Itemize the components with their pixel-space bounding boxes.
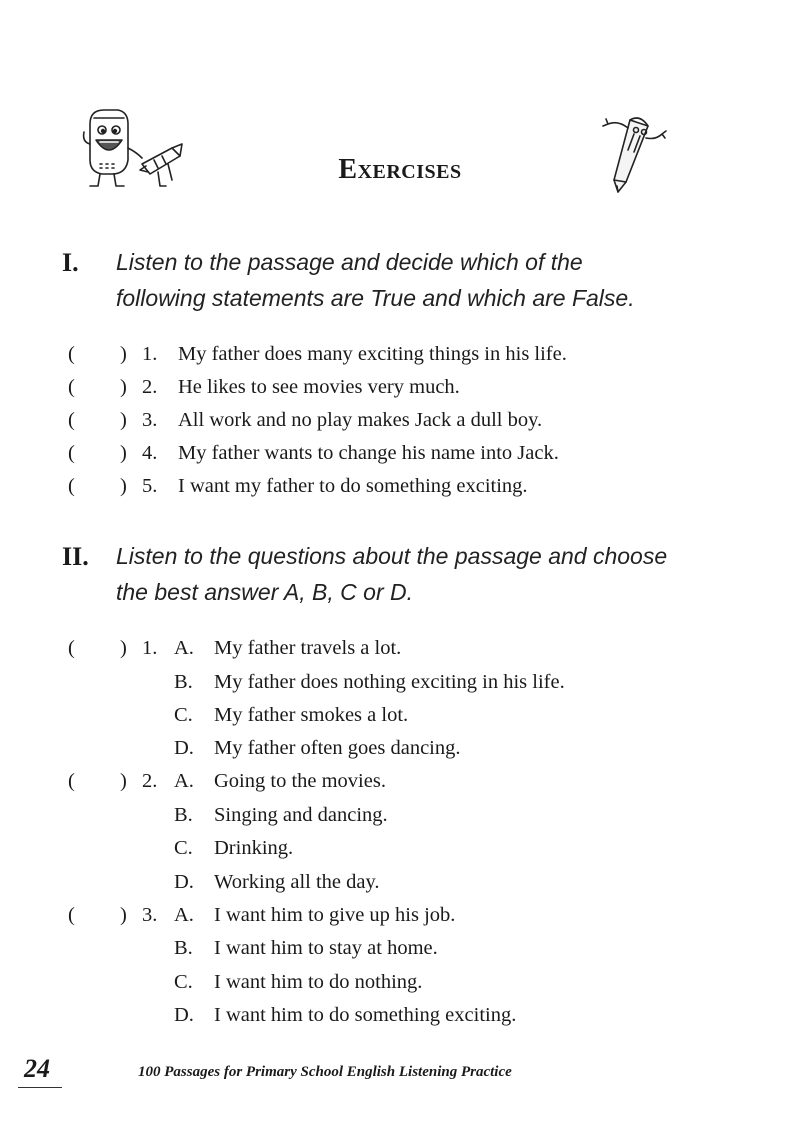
mc-option [0,966,800,999]
cartoon-pencil-icon [600,110,672,196]
item-number: 3. [142,409,158,431]
answer-bracket-close[interactable]: ) [120,475,127,497]
section-2-instruction-line1: Listen to the questions about the passage and choose [116,543,668,569]
tf-item [0,371,800,404]
page-number: 24 [24,1054,50,1083]
item-number: 5. [142,475,158,497]
answer-bracket-close[interactable]: ) [120,409,127,431]
option-text: I want him to stay at home. [214,937,438,959]
section-1-instruction-line2: following statements are True and which are False. [116,285,635,311]
footer-book-title: 100 Passages for Primary School English Listening Practice [138,1064,512,1080]
option-letter: A. [174,637,194,659]
item-number: 1. [142,343,158,365]
answer-bracket-open[interactable]: ( [68,442,75,464]
item-text: All work and no play makes Jack a dull boy. [178,409,543,431]
tf-item [0,437,800,470]
mc-option [0,732,800,765]
item-number: 4. [142,442,158,464]
option-text: I want him to do nothing. [214,971,423,993]
answer-bracket-open[interactable]: ( [68,770,75,792]
tf-item [0,470,800,503]
mc-option [0,799,800,832]
section-1-numeral: I. [62,248,79,277]
option-text: I want him to give up his job. [214,904,456,926]
mc-option [0,932,800,965]
option-letter: B. [174,937,193,959]
answer-bracket-open[interactable]: ( [68,637,75,659]
option-letter: B. [174,671,193,693]
item-number: 2. [142,376,158,398]
answer-bracket-close[interactable]: ) [120,637,127,659]
answer-bracket-close[interactable]: ) [120,904,127,926]
option-text: My father often goes dancing. [214,737,461,759]
option-letter: C. [174,704,193,726]
option-text: My father travels a lot. [214,637,402,659]
section-2-numeral: II. [62,542,89,571]
answer-bracket-close[interactable]: ) [120,770,127,792]
option-text: Going to the movies. [214,770,386,792]
section-2-instruction [116,538,696,610]
mc-option [0,866,800,899]
answer-bracket-open[interactable]: ( [68,409,75,431]
question-number: 3. [142,904,158,926]
item-text: My father wants to change his name into Jack. [178,442,559,464]
option-letter: D. [174,1004,194,1026]
answer-bracket-close[interactable]: ) [120,343,127,365]
answer-bracket-open[interactable]: ( [68,904,75,926]
page-number-rule [18,1087,62,1088]
mc-question [0,765,800,798]
option-text: Working all the day. [214,871,380,893]
item-text: My father does many exciting things in his life. [178,343,567,365]
option-letter: C. [174,971,193,993]
option-text: Singing and dancing. [214,804,388,826]
option-letter: C. [174,837,193,859]
answer-bracket-open[interactable]: ( [68,376,75,398]
mc-option [0,699,800,732]
option-letter: D. [174,871,194,893]
option-letter: A. [174,770,194,792]
section-1-instruction-line1: Listen to the passage and decide which of the [116,249,583,275]
option-text: My father does nothing exciting in his life. [214,671,565,693]
option-letter: A. [174,904,194,926]
item-text: I want my father to do something exciting. [178,475,528,497]
mc-question [0,899,800,932]
section-1-instruction [116,244,696,316]
tf-item [0,338,800,371]
answer-bracket-open[interactable]: ( [68,343,75,365]
option-letter: B. [174,804,193,826]
option-text: Drinking. [214,837,294,859]
answer-bracket-close[interactable]: ) [120,376,127,398]
title-first-letter: E [338,154,358,185]
question-number: 1. [142,637,158,659]
answer-bracket-open[interactable]: ( [68,475,75,497]
mc-option [0,666,800,699]
title-rest: XERCISES [357,161,462,183]
question-number: 2. [142,770,158,792]
option-text: My father smokes a lot. [214,704,409,726]
mc-option [0,832,800,865]
answer-bracket-close[interactable]: ) [120,442,127,464]
option-letter: D. [174,737,194,759]
mc-option [0,999,800,1032]
mc-question [0,632,800,665]
tf-item [0,404,800,437]
item-text: He likes to see movies very much. [178,376,460,398]
section-2-instruction-line2: the best answer A, B, C or D. [116,579,413,605]
page-title [0,154,800,186]
option-text: I want him to do something exciting. [214,1004,517,1026]
